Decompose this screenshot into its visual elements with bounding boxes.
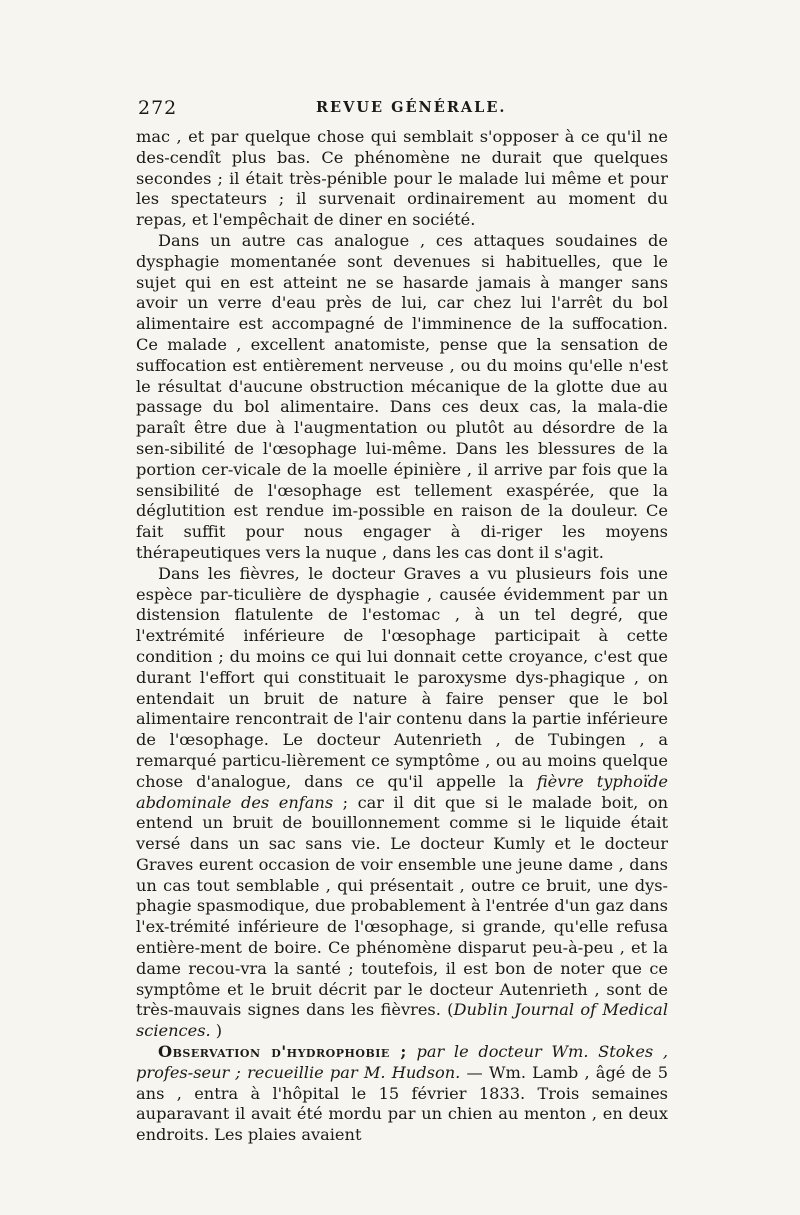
running-title: REVUE GÉNÉRALE.: [316, 99, 507, 116]
observation-text: — Wm. Lamb , âgé de 5 ans , entra à l'hôpital le 15 février 1833. Trois semaines auparavant il avait été mordu par un chien au menton , en deux endroits. Les plaies avaient: [136, 1062, 668, 1145]
italic-disease-name: fièvre typhoïde abdominale des enfans: [136, 771, 668, 812]
observation-authors: par le docteur Wm. Stokes , profes-seur ; recueillie par M. Hudson.: [136, 1042, 668, 1082]
paragraph-fevers: [136, 564, 668, 1042]
observation-heading: Observation d'hydrophobie ;: [158, 1042, 407, 1062]
paragraph-fevers-text-c: ): [210, 1021, 223, 1041]
page-number: 272: [138, 97, 178, 119]
source-citation: Dublin Journal of Medical sciences.: [136, 1000, 668, 1041]
body-text: [136, 127, 668, 1146]
page-header: [138, 97, 668, 121]
paragraph-continuation: mac , et par quelque chose qui semblait s'opposer à ce qu'il ne des-cendît plus bas. Ce phénomène ne durait que quelques secondes ; il était très-pénible pour le malade lui même et pour les spectateurs ; il survenait ordinairement au moment du repas, et l'empêchait de diner en société.: [136, 127, 668, 230]
paragraph-fevers-text-b: ; car il dit que si le malade boit, on entend un bruit de bouillonnement comme si le liquide était versé dans un sac sans vie. Le docteur Kumly et le docteur Graves eurent occasion de voir ensemble une jeune dame , dans un cas tout semblable , qui présentait , outre ce bruit, une dys-phagie spasmodique, due probablement à l'entrée d'un gaz dans l'ex-trémité inférieure de l'œsophage, si grande, qu'elle refusa entière-ment de boire. Ce phénomène disparut peu-à-peu , et la dame recou-vra la santé ; toutefois, il est bon de noter que ce symptôme et le bruit décrit par le docteur Autenrieth , sont de très-mauvais signes dans les fièvres. (: [136, 792, 668, 1020]
paragraph-dysphagia-case: Dans un autre cas analogue , ces attaques soudaines de dysphagie momentanée sont devenues si habituelles, que le sujet qui en est atteint ne se hasarde jamais à manger sans avoir un verre d'eau près de lui, car chez lui l'arrêt du bol alimentaire est accompagné de l'imminence de la suffocation. Ce malade , excellent anatomiste, pense que la sensation de suffocation est entièrement nerveuse , ou du moins qu'elle n'est le résultat d'aucune obstruction mécanique de la glotte due au passage du bol alimentaire. Dans ces deux cas, la mala-die paraît être due à l'augmentation ou plutôt au désordre de la sen-sibilité de l'œsophage lui-même. Dans les blessures de la portion cer-vicale de la moelle épinière , il arrive par fois que la sensibilité de l'œsophage est tellement exaspérée, que la déglutition est rendue im-possible en raison de la douleur. Ce fait suffit pour nous engager à di-riger les moyens thérapeutiques vers la nuque , dans les cas dont il s'agit.: [136, 230, 668, 562]
paragraph-observation: [136, 1042, 668, 1146]
paragraph-fevers-text-a: Dans les fièvres, le docteur Graves a vu plusieurs fois une espèce par-ticulière de dysphagie , causée évidemment par un distension flatulente de l'estomac , à un tel degré, que l'extrémité inférieure de l'œsophage participait à cette condition ; du moins ce qui lui donnait cette croyance, c'est que durant l'effort qui constituait le paroxysme dys-phagique , on entendait un bruit de nature à faire penser que le bol alimentaire rencontrait de l'air contenu dans la partie inférieure de l'œsophage. Le docteur Autenrieth , de Tubingen , a remarqué particu-lièrement ce symptôme , ou au moins quelque chose d'analogue, dans ce qu'il appelle la: [136, 563, 668, 791]
